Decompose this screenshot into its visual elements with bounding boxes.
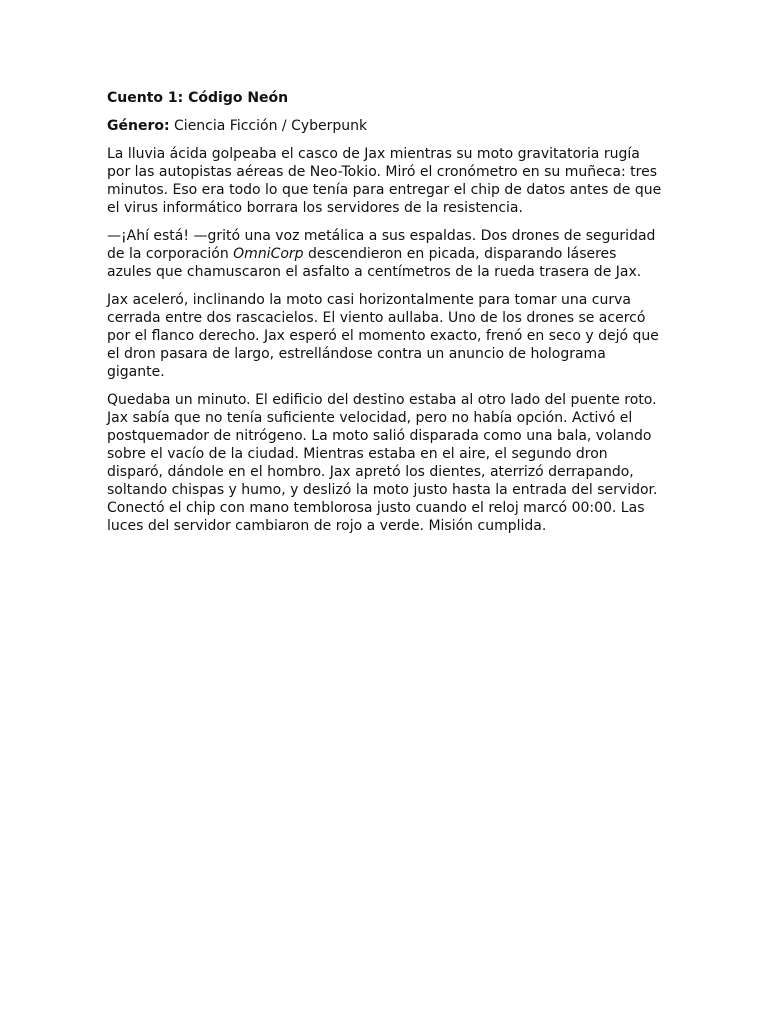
paragraph-1: La lluvia ácida golpeaba el casco de Jax mientras su moto gravitatoria rugía por las autopistas aéreas de Neo-Tokio. Miró el cronómetro en su muñeca: tres minutos. Eso era todo lo que tenía para entregar el chip de datos antes de que el virus informático borrara los servidores de la resistencia. — [107, 146, 662, 216]
story-title: Cuento 1: Código Neón — [107, 90, 289, 106]
genre-value: Ciencia Ficción / Cyberpunk — [174, 118, 368, 134]
corporation-name: OmniCorp — [233, 246, 304, 262]
paragraph-2-text-start: —¡Ahí está! —gritó una voz metálica a sus espaldas. Dos drones de seguridad de la corporación — [107, 228, 656, 262]
genre-line — [107, 117, 663, 135]
document-page — [107, 89, 663, 545]
paragraph-2 — [107, 227, 663, 281]
genre-label: Género: — [107, 118, 170, 134]
paragraph-3: Jax aceleró, inclinando la moto casi horizontalmente para tomar una curva cerrada entre dos rascacielos. El viento aullaba. Uno de los drones se acercó por el flanco derecho. Jax esperó el momento exacto, frenó en seco y dejó que el dron pasara de largo, estrellándose contra un anuncio de holograma gigante. — [107, 292, 659, 380]
paragraph-2-text-end: descendieron en picada, disparando láseres azules que chamuscaron el asfalto a centímetros de la rueda trasera de Jax. — [107, 246, 642, 280]
paragraph-4: Quedaba un minuto. El edificio del destino estaba al otro lado del puente roto. Jax sabía que no tenía suficiente velocidad, pero no había opción. Activó el postquemador de nitrógeno. La moto salió disparada como una bala, volando sobre el vacío de la ciudad. Mientras estaba en el aire, el segundo dron disparó, dándole en el hombro. Jax apretó los dientes, aterrizó derrapando, soltando chispas y humo, y deslizó la moto justo hasta la entrada del servidor. Conectó el chip con mano temblorosa justo cuando el reloj marcó 00:00. Las luces del servidor cambiaron de rojo a verde. Misión cumplida. — [107, 392, 658, 534]
